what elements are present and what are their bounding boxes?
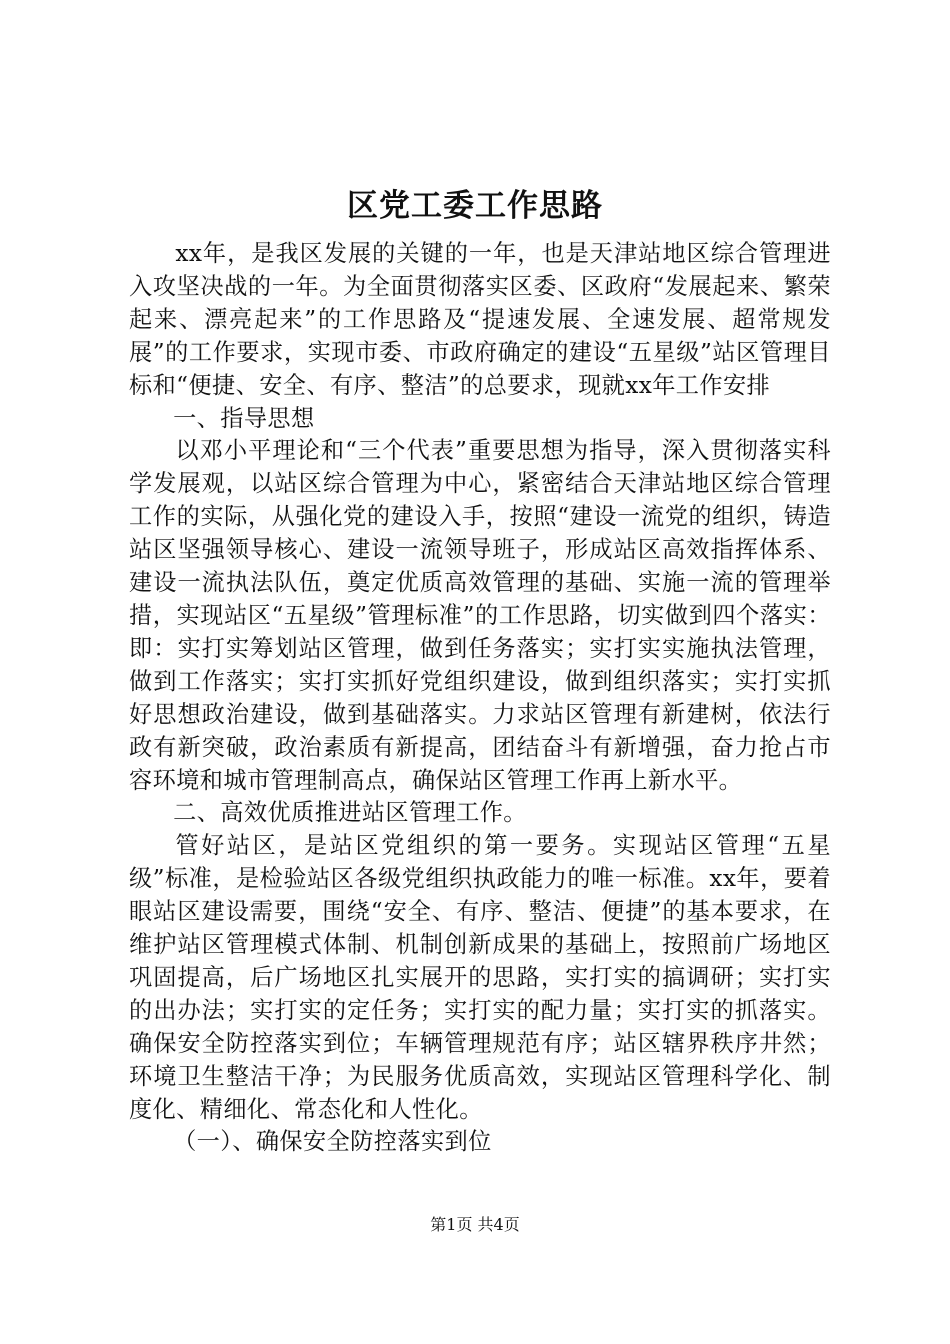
intro-paragraph: xx年，是我区发展的关键的一年，也是天津站地区综合管理进入攻坚决战的一年。为全面贯彻落实区委、区政府“发展起来、繁荣起来、漂亮起来”的工作思路及“提速发展、全速发展、超常规发展”的工作要求，实现市委、市政府确定的建设“五星级”站区管理目标和“便捷、安全、有序、整洁”的总要求，现就xx年工作安排 — [129, 240, 831, 399]
subsection-heading-security: （一）、确保安全防控落实到位 — [173, 1128, 492, 1156]
document-title: 区党工委工作思路 — [347, 188, 603, 224]
page-footer: 第1页 共4页 — [430, 1215, 520, 1234]
section-heading-guiding-thought: 一、指导思想 — [173, 404, 315, 432]
section-heading-station-management: 二、高效优质推进站区管理工作。 — [173, 799, 527, 827]
station-management-paragraph: 管好站区，是站区党组织的第一要务。实现站区管理“五星级”标准，是检验站区各级党组织执政能力的唯一标准。xx年，要着眼站区建设需要，围绕“安全、有序、整洁、便捷”的基本要求，在维护站区管理模式体制、机制创新成果的基础上，按照前广场地区巩固提高，后广场地区扎实展开的思路，实打实的搞调研；实打实的出办法；实打实的定任务；实打实的配力量；实打实的抓落实。确保安全防控落实到位；车辆管理规范有序；站区辖界秩序井然；环境卫生整洁干净；为民服务优质高效，实现站区管理科学化、制度化、精细化、常态化和人性化。 — [129, 832, 831, 1123]
document-body — [129, 238, 831, 1159]
guiding-thought-paragraph: 以邓小平理论和“三个代表”重要思想为指导，深入贯彻落实科学发展观，以站区综合管理为中心，紧密结合天津站地区综合管理工作的实际，从强化党的建设入手，按照“建设一流党的组织，铸造站区坚强领导核心、建设一流领导班子，形成站区高效指挥体系、建设一流执法队伍，奠定优质高效管理的基础、实施一流的管理举措，实现站区“五星级”管理标准”的工作思路，切实做到四个落实：即：实打实筹划站区管理，做到任务落实；实打实实施执法管理，做到工作落实；实打实抓好党组织建设，做到组织落实；实打实抓好思想政治建设，做到基础落实。力求站区管理有新建树，依法行政有新突破，政治素质有新提高，团结奋斗有新增强，奋力抢占市容环境和城市管理制高点，确保站区管理工作再上新水平。 — [129, 437, 831, 794]
